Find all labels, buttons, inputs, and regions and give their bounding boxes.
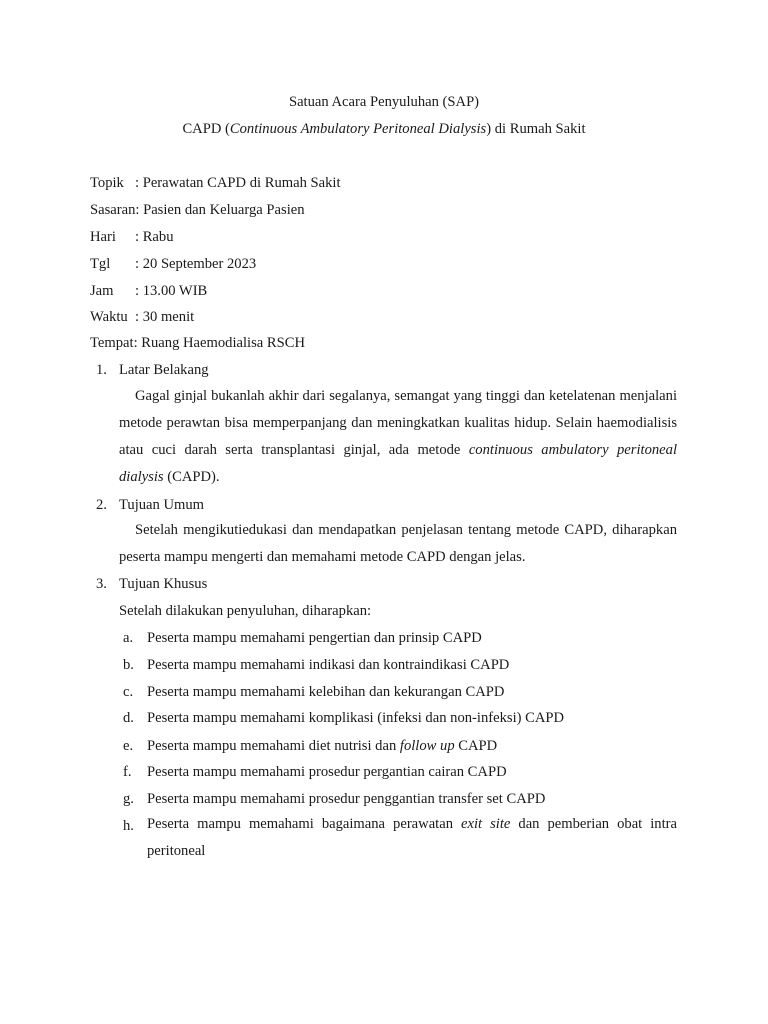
- list-item: Peserta mampu memahami kelebihan dan kekurangan CAPD: [147, 684, 505, 700]
- paragraph-text: Setelah mengikutiedukasi dan mendapatkan penjelasan tentang metode CAPD, diharapkan peserta mampu mengerti dan memahami metode CAPD dengan jelas.: [119, 522, 677, 565]
- document-title: [0, 94, 768, 111]
- meta-value: : 13.00 WIB: [135, 283, 208, 299]
- meta-tempat: [90, 335, 305, 352]
- list-item-letter: d.: [123, 710, 134, 726]
- list-item-text: dan pemberian obat intra peritoneal: [147, 816, 678, 859]
- meta-value: : Rabu: [135, 229, 174, 245]
- list-item-text: CAPD: [454, 738, 498, 754]
- meta-hari: [90, 229, 174, 246]
- document-subtitle: [0, 121, 768, 138]
- meta-label: Hari: [90, 229, 116, 245]
- list-item: Peserta mampu memahami prosedur pergantian cairan CAPD: [147, 764, 507, 780]
- list-item: [147, 738, 677, 755]
- paragraph-text: (CAPD).: [163, 469, 220, 485]
- meta-sasaran: [90, 202, 305, 219]
- meta-value: : Ruang Haemodialisa RSCH: [133, 335, 306, 351]
- title-line-1: Satuan Acara Penyuluhan (SAP): [288, 94, 480, 110]
- list-item: Peserta mampu memahami komplikasi (infeksi dan non-infeksi) CAPD: [147, 710, 565, 726]
- list-item-letter: g.: [123, 791, 134, 807]
- meta-label: Sasaran: [90, 202, 136, 218]
- meta-tgl: [90, 256, 256, 273]
- list-item-letter: a.: [123, 630, 134, 646]
- section-heading: Tujuan Khusus: [119, 576, 208, 592]
- list-item-letter: e.: [123, 738, 134, 754]
- subtitle-prefix: CAPD (: [182, 121, 230, 137]
- list-item-letter: c.: [123, 684, 134, 700]
- list-item: Peserta mampu memahami pengertian dan prinsip CAPD: [147, 630, 482, 646]
- paragraph-text: Gagal ginjal bukanlah akhir dari segalanya, semangat yang tinggi dan ketelatenan menjalani metode perawtan bisa memperpanjang dan meningkatkan kualitas hidup. Selain haemodialisis atau cuci darah serta transplantasi ginjal, ada metode: [119, 388, 677, 458]
- list-item-letter: h.: [123, 818, 134, 834]
- list-item-letter: b.: [123, 657, 134, 673]
- meta-label: Tempat: [90, 335, 134, 351]
- section-paragraph: [119, 517, 677, 571]
- meta-label: Tgl: [90, 256, 111, 272]
- meta-label: Topik: [90, 175, 124, 191]
- meta-value: : 30 menit: [135, 309, 195, 325]
- list-item: Peserta mampu memahami prosedur penggantian transfer set CAPD: [147, 791, 546, 807]
- meta-jam: [90, 283, 207, 300]
- list-item-italic: follow up: [399, 738, 455, 754]
- list-item-text: Peserta mampu memahami diet nutrisi dan: [147, 738, 400, 754]
- section-number: 1.: [96, 362, 107, 378]
- subtitle-suffix: ) di Rumah Sakit: [486, 121, 586, 137]
- meta-value: : Pasien dan Keluarga Pasien: [135, 202, 305, 218]
- meta-label: Waktu: [90, 309, 128, 325]
- list-item-italic: exit site: [461, 816, 511, 832]
- section-number: 2.: [96, 497, 107, 513]
- meta-value: : Perawatan CAPD di Rumah Sakit: [135, 175, 341, 191]
- list-item-letter: f.: [123, 764, 132, 780]
- meta-topik: [90, 175, 341, 192]
- section-number: 3.: [96, 576, 107, 592]
- section-heading: Tujuan Umum: [119, 497, 205, 513]
- paragraph-italic: continuous ambulatory peritoneal dialysis: [119, 442, 678, 485]
- list-item: Peserta mampu memahami indikasi dan kontraindikasi CAPD: [147, 657, 510, 673]
- section-heading: Latar Belakang: [119, 362, 209, 378]
- subtitle-italic: Continuous Ambulatory Peritoneal Dialysis: [229, 121, 487, 137]
- list-item: [147, 811, 677, 865]
- section-intro: Setelah dilakukan penyuluhan, diharapkan:: [119, 603, 372, 619]
- meta-label: Jam: [90, 283, 114, 299]
- section-paragraph: [119, 383, 677, 491]
- meta-value: : 20 September 2023: [135, 256, 257, 272]
- meta-waktu: [90, 309, 194, 326]
- list-item-text: Peserta mampu memahami bagaimana perawatan: [147, 816, 462, 832]
